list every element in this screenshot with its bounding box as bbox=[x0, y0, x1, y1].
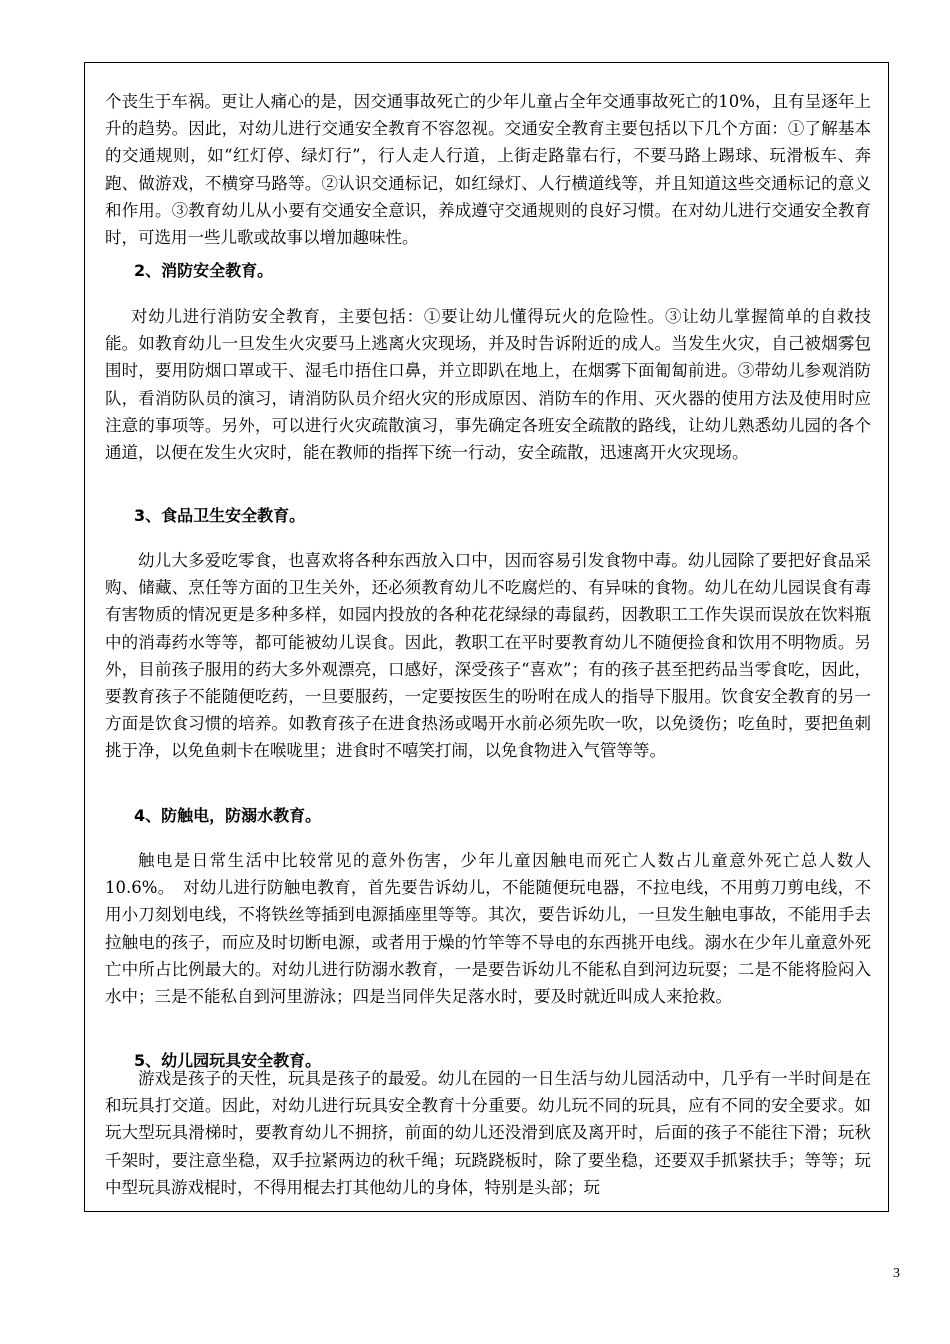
paragraph-electric-drowning: 触电是日常生活中比较常见的意外伤害，少年儿童因触电而死亡人数占儿童意外死亡总人数人10.6%。 对幼儿进行防触电教育，首先要告诉幼儿，不能随便玩电器，不拉电线，不用剪刀剪电线，不用小刀刻划电线，不将铁丝等插到电源插座里等等。其次，要告诉幼儿，一旦发生触电事故，不能用手去拉触电的孩子，而应及时切断电源，或者用于燥的竹竿等不导电的东西挑开电线。溺水在少年儿童意外死亡中所占比例最大的。对幼儿进行防溺水教育，一是要告诉幼儿不能私自到河边玩耍；二是不能将脸闷入水中；三是不能私自到河里游泳；四是当同伴失足落水时，要及时就近叫成人来抢救。 bbox=[105, 851, 871, 1007]
heading-toy-safety: 5、幼儿园玩具安全教育。 bbox=[134, 1051, 322, 1070]
paragraph-traffic-continued: 个丧生于车祸。更让人痛心的是，因交通事故死亡的少年儿童占全年交通事故死亡的10%，且有呈逐年上升的趋势。因此，对幼儿进行交通安全教育不容忽视。交通安全教育主要包括以下几个方面：①了解基本的交通规则，如“红灯停、绿灯行”，行人走人行道，上街走路靠右行，不要马路上踢球、玩滑板车、奔跑、做游戏，不横穿马路等。②认识交通标记，如红绿灯、人行横道线等，并且知道这些交通标记的意义和作用。③教育幼儿从小要有交通安全意识，养成遵守交通规则的良好习惯。在对幼儿进行交通安全教育时，可选用一些儿歌或故事以增加趣味性。 bbox=[105, 92, 871, 248]
page-number: 3 bbox=[893, 1266, 900, 1281]
heading-fire-safety: 2、消防安全教育。 bbox=[134, 261, 274, 280]
heading-food-safety: 3、食品卫生安全教育。 bbox=[134, 506, 306, 525]
paragraph-fire-safety: 对幼儿进行消防安全教育，主要包括：①要让幼儿懂得玩火的危险性。③让幼儿掌握简单的自救技能。如教育幼儿一旦发生火灾要马上逃离火灾现场，并及时告诉附近的成人。当发生火灾，自己被烟雾包围时，要用防烟口罩或干、湿毛巾捂住口鼻，并立即趴在地上，在烟雾下面匍匐前进。③带幼儿参观消防队，看消防队员的演习，请消防队员介绍火灾的形成原因、消防车的作用、灭火器的使用方法及使用时应注意的事项等。另外，可以进行火灾疏散演习，事先确定各班安全疏散的路线，让幼儿熟悉幼儿园的各个通道，以便在发生火灾时，能在教师的指挥下统一行动，安全疏散，迅速离开火灾现场。 bbox=[105, 307, 871, 463]
heading-electric-drowning: 4、防触电，防溺水教育。 bbox=[134, 806, 322, 825]
content-frame bbox=[84, 62, 889, 1212]
paragraph-toy-safety: 游戏是孩子的天性，玩具是孩子的最爱。幼儿在园的一日生活与幼儿园活动中，几乎有一半时间是在和玩具打交道。因此，对幼儿进行玩具安全教育十分重要。幼儿玩不同的玩具，应有不同的安全要求。如玩大型玩具滑梯时，要教育幼儿不拥挤，前面的幼儿还没滑到底及离开时，后面的孩子不能往下滑；玩秋千架时，要注意坐稳，双手拉紧两边的秋千绳；玩跷跷板时，除了要坐稳，还要双手抓紧扶手；等等；玩中型玩具游戏棍时，不得用棍去打其他幼儿的身体，特别是头部；玩 bbox=[105, 1069, 871, 1197]
paragraph-food-safety: 幼儿大多爱吃零食，也喜欢将各种东西放入口中，因而容易引发食物中毒。幼儿园除了要把好食品采购、储藏、烹任等方面的卫生关外，还必须教育幼儿不吃腐烂的、有异味的食物。幼儿在幼儿园误食有毒有害物质的情况更是多种多样，如园内投放的各种花花绿绿的毒鼠药，因教职工工作失误而误放在饮料瓶中的消毒药水等等，都可能被幼儿误食。因此，教职工在平时要教育幼儿不随便捡食和饮用不明物质。另外，目前孩子服用的药大多外观漂亮，口感好，深受孩子“喜欢”；有的孩子甚至把药品当零食吃，因此，要教育孩子不能随便吃药，一旦要服药，一定要按医生的吩咐在成人的指导下服用。饮食安全教育的另一方面是饮食习惯的培养。如教育孩子在进食热汤或喝开水前必须先吹一吹，以免烫伤；吃鱼时，要把鱼刺挑于净，以免鱼刺卡在喉咙里；进食时不嘻笑打闹，以免食物进入气管等等。 bbox=[105, 551, 871, 761]
